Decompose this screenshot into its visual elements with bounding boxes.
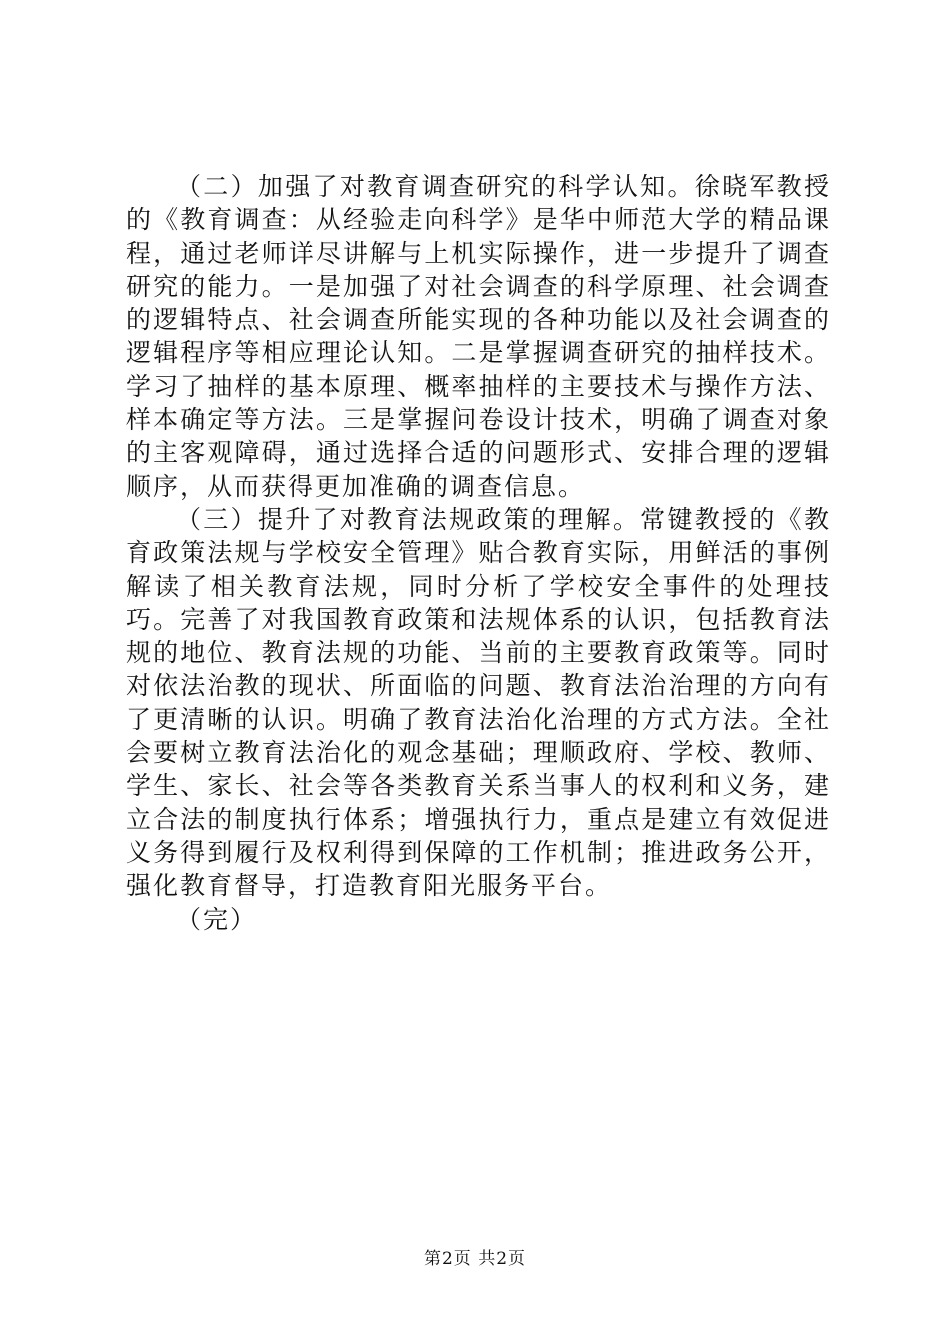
paragraph-end-mark: （完） <box>176 904 258 934</box>
page-footer: 第2页 共2页 <box>423 1249 527 1269</box>
paragraph-section-two: （二）加强了对教育调查研究的科学认知。徐晓军教授的《教育调查：从经验走向科学》是华中师范大学的精品课程，通过老师详尽讲解与上机实际操作，进一步提升了调查研究的能力。一是加强了对社会调查的科学原理、社会调查的逻辑特点、社会调查所能实现的各种功能以及社会调查的逻辑程序等相应理论认知。二是掌握调查研究的抽样技术。学习了抽样的基本原理、概率抽样的主要技术与操作方法、样本确定等方法。三是掌握问卷设计技术，明确了调查对象的主客观障碍，通过选择合适的问题形式、安排合理的逻辑顺序，从而获得更加准确的调查信息。 <box>126 172 831 501</box>
document-body <box>126 170 831 936</box>
paragraph-section-three: （三）提升了对教育法规政策的理解。常键教授的《教育政策法规与学校安全管理》贴合教育实际，用鲜活的事例解读了相关教育法规，同时分析了学校安全事件的处理技巧。完善了对我国教育政策和法规体系的认识，包括教育法规的地位、教育法规的功能、当前的主要教育政策等。同时对依法治教的现状、所面临的问题、教育法治治理的方向有了更清晰的认识。明确了教育法治化治理的方式方法。全社会要树立教育法治化的观念基础；理顺政府、学校、教师、学生、家长、社会等各类教育关系当事人的权利和义务，建立合法的制度执行体系；增强执行力，重点是建立有效促进义务得到履行及权利得到保障的工作机制；推进政务公开，强化教育督导，打造教育阳光服务平台。 <box>126 504 831 901</box>
